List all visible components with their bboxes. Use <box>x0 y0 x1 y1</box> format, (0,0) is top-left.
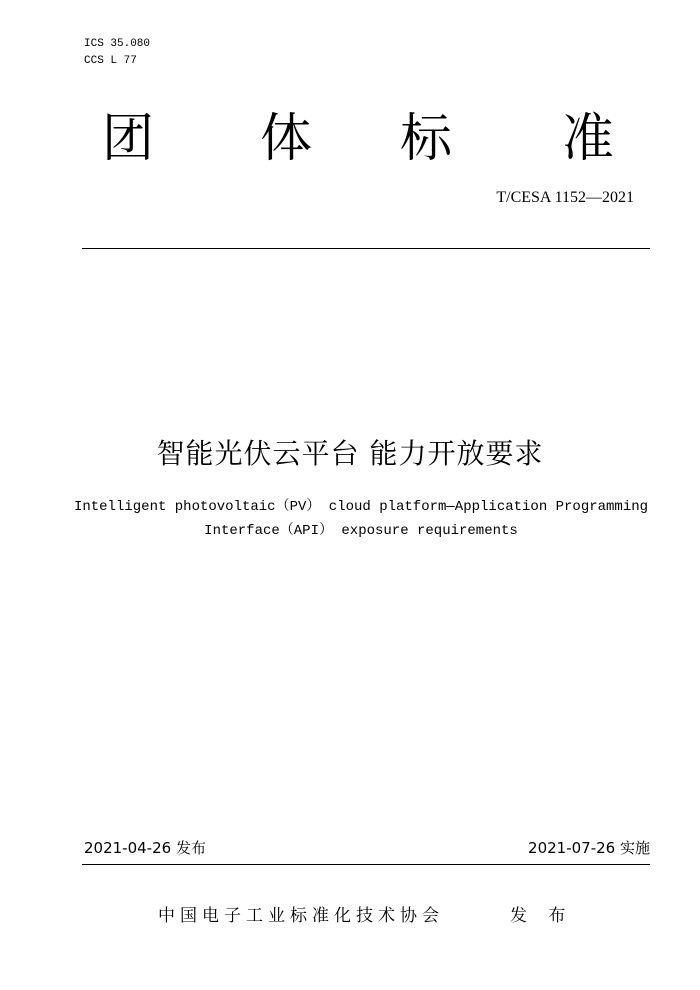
ccs-code: CCS L 77 <box>84 55 137 67</box>
english-title-line-1: Intelligent photovoltaic（PV） cloud platform—Application Programming <box>73 499 649 515</box>
english-title-line-2: Interface（API） exposure requirements <box>204 523 518 539</box>
release-date: 2021-04-26 发布 <box>84 839 206 857</box>
chinese-title: 智能光伏云平台 能力开放要求 <box>156 437 544 470</box>
doc-type-char-4: 准 <box>562 109 615 169</box>
standard-number: T/CESA 1152—2021 <box>496 189 634 206</box>
doc-type-char-1: 团 <box>102 109 155 169</box>
footer-divider <box>82 864 650 865</box>
implementation-date: 2021-07-26 实施 <box>528 839 650 857</box>
ics-code: ICS 35.080 <box>84 38 151 50</box>
header-divider <box>82 248 650 249</box>
doc-type-char-2: 体 <box>260 109 313 169</box>
publisher-name: 中国电子工业标准化技术协会 <box>158 906 444 926</box>
document-type-title <box>84 108 640 174</box>
classification-codes <box>84 36 150 70</box>
english-title <box>0 495 700 543</box>
publish-label: 发 布 <box>510 906 574 926</box>
doc-type-char-3: 标 <box>400 109 453 169</box>
